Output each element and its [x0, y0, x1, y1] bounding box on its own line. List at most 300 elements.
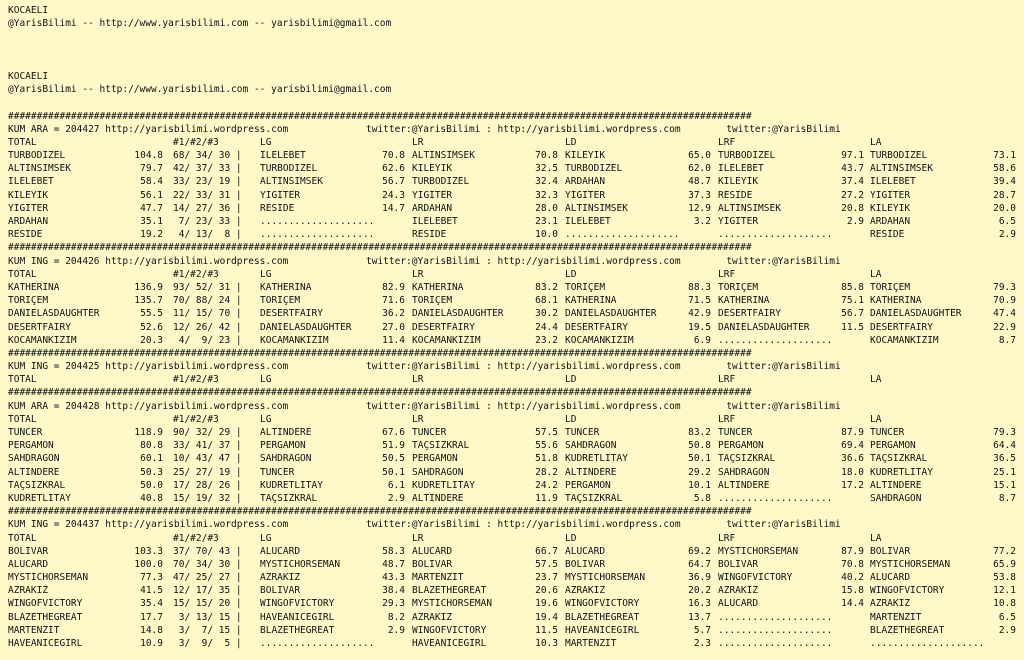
cell-lgv: 56.7 [382, 176, 405, 188]
cell-lgv: 8.2 [387, 611, 405, 623]
cell-lav: 77.2 [993, 545, 1016, 557]
cell-t: BLAZETHEGREAT [8, 611, 83, 623]
result-row [8, 611, 1024, 624]
cell-lav: 79.3 [993, 281, 1016, 293]
cell-la: BLAZETHEGREAT [870, 624, 945, 636]
cell-la: KUDRETLITAY [870, 466, 933, 478]
cell-ldv: 19.5 [688, 321, 711, 333]
result-row [8, 281, 1024, 294]
cell-lrfv: 27.2 [841, 189, 864, 201]
cell-lgv: 58.3 [382, 545, 405, 557]
cell-lrv: 11.5 [535, 624, 558, 636]
cell-lrf: WINGOFVICTORY [718, 572, 793, 584]
cell-t: ILELEBET [8, 176, 54, 188]
cell-la: RESIDE [870, 229, 905, 241]
cell-tv: 20.3 [140, 334, 163, 346]
cell-lr: BLAZETHEGREAT [412, 585, 487, 597]
cell-lrf: TUNCER [718, 427, 753, 438]
cell-t: BOLIVAR [8, 545, 49, 557]
cell-lrv: 23.2 [535, 334, 558, 346]
cell-lg: ALTINSIMSEK [260, 176, 323, 188]
column-header: LR [412, 136, 424, 148]
cell-lr: KOCAMANKIZIM [412, 334, 481, 346]
cell-tv: 41.5 [140, 585, 163, 597]
cell-lrf: ALTINDERE [718, 479, 770, 491]
result-row [8, 175, 1024, 188]
cell-lr: WINGOFVICTORY [412, 624, 487, 636]
cell-lg: KOCAMANKIZIM [260, 334, 329, 346]
cell-lrf: ALTINSIMSEK [718, 202, 781, 214]
cell-t: TORIÇEM [8, 295, 49, 307]
section-title-left: KUM ING = 204437 http://yarisbilimi.wordpress.com [8, 519, 289, 531]
cell-lrv: 10.3 [535, 638, 558, 649]
cell-ld: BOLIVAR [565, 558, 606, 570]
cell-p: 90/ 32/ 29 | [173, 427, 242, 438]
cell-lav: 8.7 [998, 492, 1016, 504]
cell-p: 68/ 34/ 30 | [173, 150, 242, 162]
cell-lrf: KILEYIK [718, 176, 759, 188]
cell-la: PERGAMON [870, 440, 916, 452]
cell-p: 70/ 88/ 24 | [173, 295, 242, 307]
cell-tv: 52.6 [140, 321, 163, 333]
cell-la: SAHDRAGON [870, 492, 922, 504]
cell-lr: BOLIVAR [412, 558, 453, 570]
cell-la: ILELEBET [870, 176, 916, 188]
cell-lrfv: 56.7 [841, 308, 864, 320]
cell-lav: 28.7 [993, 189, 1016, 201]
cell-lav: 39.4 [993, 176, 1016, 188]
cell-lrfv: 85.8 [841, 281, 864, 293]
cell-ld: WINGOFVICTORY [565, 598, 640, 610]
column-header: LG [260, 413, 272, 425]
cell-tv: 55.5 [140, 308, 163, 320]
cell-lrf: PERGAMON [718, 440, 764, 452]
cell-lrf: .................... [718, 624, 833, 636]
section-title [8, 518, 1024, 531]
cell-ldv: 62.0 [688, 163, 711, 175]
result-row [8, 162, 1024, 175]
cell-tv: 19.2 [140, 229, 163, 241]
cell-ldv: 88.3 [688, 281, 711, 293]
cell-la: KATHERINA [870, 295, 922, 307]
cell-tv: 35.1 [140, 216, 163, 227]
cell-ldv: 12.9 [688, 202, 711, 214]
cell-lav: 2.9 [998, 229, 1016, 241]
cell-lgv: 67.6 [382, 427, 405, 438]
column-header-row [8, 373, 1024, 386]
cell-t: KATHERINA [8, 281, 60, 293]
cell-tv: 50.0 [140, 479, 163, 491]
cell-lr: KILEYIK [412, 163, 453, 175]
cell-lgv: 38.4 [382, 585, 405, 597]
cell-lav: 73.1 [993, 150, 1016, 162]
cell-t: WINGOFVICTORY [8, 598, 83, 610]
column-header: LA [870, 136, 882, 148]
cell-lrfv: 97.1 [841, 150, 864, 162]
cell-ld: KOCAMANKIZIM [565, 334, 634, 346]
cell-t: HAVEANICEGIRL [8, 638, 83, 649]
cell-lgv: 62.6 [382, 163, 405, 175]
cell-ld: ALTINDERE [565, 466, 617, 478]
result-row [8, 215, 1024, 228]
result-row [8, 439, 1024, 452]
cell-lgv: 2.9 [387, 492, 405, 504]
cell-p: 4/ 9/ 23 | [173, 334, 242, 346]
cell-lgv: 29.3 [382, 598, 405, 610]
cell-p: 15/ 19/ 32 | [173, 492, 242, 504]
cell-lrfv: 11.5 [841, 321, 864, 333]
cell-t: KUDRETLITAY [8, 492, 71, 504]
cell-la: MARTENZIT [870, 611, 922, 623]
cell-lg: KATHERINA [260, 281, 312, 293]
cell-t: MYSTICHORSEMAN [8, 572, 89, 584]
cell-ld: ILELEBET [565, 216, 611, 227]
result-row [8, 571, 1024, 584]
cell-lg: MYSTICHORSEMAN [260, 558, 341, 570]
cell-tv: 60.1 [140, 453, 163, 465]
column-header: LRF [718, 374, 736, 386]
cell-lg: PERGAMON [260, 440, 306, 452]
section-title [8, 255, 1024, 268]
cell-lg: .................... [260, 638, 375, 649]
cell-la: ALUCARD [870, 572, 911, 584]
result-row [8, 479, 1024, 492]
separator-line: ################################################################################################################################## [8, 347, 752, 359]
cell-lr: TUNCER [412, 427, 447, 438]
cell-lrf: .................... [718, 229, 833, 241]
cell-lrf: TAÇSIZKRAL [718, 453, 776, 465]
cell-lrv: 19.4 [535, 611, 558, 623]
cell-lrf: ILELEBET [718, 163, 764, 175]
column-header: LD [565, 532, 577, 544]
cell-lav: 8.7 [998, 334, 1016, 346]
cell-ld: DANIELASDAUGHTER [565, 308, 657, 320]
cell-tv: 10.9 [140, 638, 163, 649]
cell-lav: 10.8 [993, 598, 1016, 610]
section-title-right: twitter:@YarisBilimi : http://yarisbilimi.wordpress.com twitter:@YarisBilimi [366, 519, 841, 531]
cell-lav: 36.5 [993, 453, 1016, 465]
cell-lav: 47.4 [993, 308, 1016, 320]
cell-lrv: 68.1 [535, 295, 558, 307]
cell-tv: 35.4 [140, 598, 163, 610]
cell-tv: 47.7 [140, 202, 163, 214]
column-header: TOTAL [8, 532, 37, 544]
result-row [8, 294, 1024, 307]
cell-lgv: 14.7 [382, 202, 405, 214]
cell-lav: 20.0 [993, 202, 1016, 214]
cell-t: MARTENZIT [8, 624, 60, 636]
cell-ldv: 71.5 [688, 295, 711, 307]
cell-p: 93/ 52/ 31 | [173, 281, 242, 293]
cell-ld: KUDRETLITAY [565, 453, 628, 465]
result-row [8, 545, 1024, 558]
cell-lav: 58.6 [993, 163, 1016, 175]
cell-t: DANIELASDAUGHTER [8, 308, 100, 320]
cell-ldv: 20.2 [688, 585, 711, 597]
cell-p: 70/ 34/ 30 | [173, 558, 242, 570]
cell-tv: 56.1 [140, 189, 163, 201]
cell-tv: 100.0 [134, 558, 163, 570]
cell-ldv: 69.2 [688, 545, 711, 557]
cell-lrv: 20.6 [535, 585, 558, 597]
cell-ldv: 64.7 [688, 558, 711, 570]
column-header: LG [260, 532, 272, 544]
result-row [8, 492, 1024, 505]
cell-ld: YIGITER [565, 189, 606, 201]
cell-lrv: 57.5 [535, 427, 558, 438]
cell-p: 47/ 25/ 27 | [173, 572, 242, 584]
cell-t: YIGITER [8, 202, 49, 214]
cell-ld: DESERTFAIRY [565, 321, 628, 333]
cell-ldv: 50.1 [688, 453, 711, 465]
cell-lrf: DANIELASDAUGHTER [718, 321, 810, 333]
column-header: LRF [718, 268, 736, 280]
cell-ldv: 16.3 [688, 598, 711, 610]
cell-p: 11/ 15/ 70 | [173, 308, 242, 320]
cell-ld: TAÇSIZKRAL [565, 492, 623, 504]
cell-lrfv: 20.8 [841, 202, 864, 214]
cell-ldv: 37.3 [688, 189, 711, 201]
section-title-right: twitter:@YarisBilimi : http://yarisbilimi.wordpress.com twitter:@YarisBilimi [366, 361, 841, 373]
cell-lav: 6.5 [998, 611, 1016, 623]
cell-lrf: AZRAKIZ [718, 585, 759, 597]
cell-p: 3/ 7/ 15 | [173, 624, 242, 636]
cell-lg: ILELEBET [260, 150, 306, 162]
column-header: LA [870, 374, 882, 386]
cell-tv: 80.8 [140, 440, 163, 452]
cell-ld: MYSTICHORSEMAN [565, 572, 646, 584]
result-row [8, 452, 1024, 465]
cell-ldv: 2.3 [693, 638, 711, 649]
cell-lgv: 36.2 [382, 308, 405, 320]
cell-lrv: 10.0 [535, 229, 558, 241]
cell-ld: KILEYIK [565, 150, 606, 162]
cell-lav: 12.1 [993, 585, 1016, 597]
cell-lg: BOLIVAR [260, 585, 301, 597]
column-header: LG [260, 374, 272, 386]
column-header-row [8, 532, 1024, 545]
column-header: LD [565, 374, 577, 386]
cell-lav: 65.9 [993, 558, 1016, 570]
cell-la: ALTINSIMSEK [870, 163, 933, 175]
result-row [8, 307, 1024, 320]
cell-lrv: 24.4 [535, 321, 558, 333]
cell-lr: PERGAMON [412, 453, 458, 465]
cell-ld: BLAZETHEGREAT [565, 611, 640, 623]
cell-la: KILEYIK [870, 202, 911, 214]
header-contact-repeat: @YarisBilimi -- http://www.yarisbilimi.com -- yarisbilimi@gmail.com [8, 84, 392, 96]
cell-lrv: 70.8 [535, 150, 558, 162]
column-header: LR [412, 374, 424, 386]
column-header: TOTAL [8, 268, 37, 280]
cell-lrfv: 37.4 [841, 176, 864, 188]
cell-ld: KATHERINA [565, 295, 617, 307]
section-title-left: KUM ARA = 204427 http://yarisbilimi.wordpress.com [8, 123, 289, 135]
header-city-repeat: KOCAELI [8, 70, 49, 82]
cell-la: TAÇSIZKRAL [870, 453, 928, 465]
column-header: #1/#2/#3 [173, 413, 219, 425]
cell-lgv: 24.3 [382, 189, 405, 201]
cell-lrf: YIGITER [718, 216, 759, 227]
column-header: TOTAL [8, 374, 37, 386]
cell-lg: DANIELASDAUGHTER [260, 321, 352, 333]
section-title-right: twitter:@YarisBilimi : http://yarisbilimi.wordpress.com twitter:@YarisBilimi [366, 123, 841, 135]
cell-lgv: 71.6 [382, 295, 405, 307]
cell-lr: SAHDRAGON [412, 466, 464, 478]
cell-lrv: 28.2 [535, 466, 558, 478]
cell-tv: 135.7 [134, 295, 163, 307]
section-title [8, 400, 1024, 413]
cell-la: TURBODIZEL [870, 150, 928, 162]
cell-lrv: 83.2 [535, 281, 558, 293]
cell-lr: YIGITER [412, 189, 453, 201]
cell-lg: RESIDE [260, 202, 295, 214]
cell-lr: ALTINSIMSEK [412, 150, 475, 162]
cell-t: TAÇSIZKRAL [8, 479, 66, 491]
cell-ld: ALTINSIMSEK [565, 202, 628, 214]
cell-lr: DESERTFAIRY [412, 321, 475, 333]
cell-lrf: TORIÇEM [718, 281, 759, 293]
cell-t: ARDAHAN [8, 216, 49, 227]
cell-la: MYSTICHORSEMAN [870, 558, 951, 570]
result-row [8, 189, 1024, 202]
cell-lrf: BOLIVAR [718, 558, 759, 570]
cell-lav: 22.9 [993, 321, 1016, 333]
cell-ld: TORIÇEM [565, 281, 606, 293]
cell-lrf: DESERTFAIRY [718, 308, 781, 320]
cell-ld: TURBODIZEL [565, 163, 623, 175]
cell-lrv: 30.2 [535, 308, 558, 320]
cell-lg: ALTINDERE [260, 427, 312, 438]
cell-lg: SAHDRAGON [260, 453, 312, 465]
cell-lrfv: 17.2 [841, 479, 864, 491]
cell-ldv: 42.9 [688, 308, 711, 320]
column-header: LRF [718, 532, 736, 544]
separator-line: ################################################################################################################################## [8, 242, 752, 254]
result-row [8, 637, 1024, 650]
column-header: LRF [718, 136, 736, 148]
cell-lr: ALUCARD [412, 545, 453, 557]
cell-lrfv: 14.4 [841, 598, 864, 610]
cell-ldv: 83.2 [688, 427, 711, 438]
cell-t: ALTINSIMSEK [8, 163, 71, 175]
cell-lgv: 51.9 [382, 440, 405, 452]
cell-lrfv: 70.8 [841, 558, 864, 570]
cell-la: ALTINDERE [870, 479, 922, 491]
cell-lgv: 82.9 [382, 281, 405, 293]
cell-tv: 136.9 [134, 281, 163, 293]
cell-lgv: 6.1 [387, 479, 405, 491]
cell-la: DESERTFAIRY [870, 321, 933, 333]
cell-lrfv: 40.2 [841, 572, 864, 584]
cell-lgv: 11.4 [382, 334, 405, 346]
cell-lg: DESERTFAIRY [260, 308, 323, 320]
cell-ld: HAVEANICEGIRL [565, 624, 640, 636]
cell-p: 12/ 17/ 35 | [173, 585, 242, 597]
cell-lr: ILELEBET [412, 216, 458, 227]
cell-lrv: 32.5 [535, 163, 558, 175]
cell-p: 14/ 27/ 36 | [173, 202, 242, 214]
cell-lrv: 55.6 [535, 440, 558, 452]
cell-t: DESERTFAIRY [8, 321, 71, 333]
cell-lrfv: 2.9 [846, 216, 864, 227]
cell-tv: 79.7 [140, 163, 163, 175]
cell-ldv: 48.7 [688, 176, 711, 188]
cell-lav: 15.1 [993, 479, 1016, 491]
cell-t: RESIDE [8, 229, 43, 241]
cell-t: ALUCARD [8, 558, 49, 570]
cell-tv: 77.3 [140, 572, 163, 584]
result-row [8, 558, 1024, 571]
column-header: LD [565, 136, 577, 148]
result-row [8, 321, 1024, 334]
cell-lrf: ALUCARD [718, 598, 759, 610]
cell-lgv: 48.7 [382, 558, 405, 570]
cell-p: 4/ 13/ 8 | [173, 229, 242, 241]
cell-ldv: 36.9 [688, 572, 711, 584]
cell-la: TORIÇEM [870, 281, 911, 293]
cell-ld: AZRAKIZ [565, 585, 606, 597]
column-header: LRF [718, 413, 736, 425]
cell-lg: AZRAKIZ [260, 572, 301, 584]
column-header: LD [565, 413, 577, 425]
cell-t: KOCAMANKIZIM [8, 334, 77, 346]
cell-lg: YIGITER [260, 189, 301, 201]
section-title-left: KUM ARA = 204428 http://yarisbilimi.wordpress.com [8, 400, 289, 412]
cell-lr: MARTENZIT [412, 572, 464, 584]
cell-lrf: TURBODIZEL [718, 150, 776, 162]
cell-p: 17/ 28/ 26 | [173, 479, 242, 491]
cell-lg: KUDRETLITAY [260, 479, 323, 491]
cell-lav: 53.8 [993, 572, 1016, 584]
cell-p: 42/ 37/ 33 | [173, 163, 242, 175]
cell-ldv: 50.8 [688, 440, 711, 452]
cell-lgv: 50.1 [382, 466, 405, 478]
cell-ld: PERGAMON [565, 479, 611, 491]
cell-lg: TAÇSIZKRAL [260, 492, 318, 504]
cell-lr: KATHERINA [412, 281, 464, 293]
cell-lrf: KATHERINA [718, 295, 770, 307]
cell-lr: KUDRETLITAY [412, 479, 475, 491]
cell-la: TUNCER [870, 427, 905, 438]
cell-la: AZRAKIZ [870, 598, 911, 610]
cell-lr: ALTINDERE [412, 492, 464, 504]
cell-p: 10/ 43/ 47 | [173, 453, 242, 465]
result-row [8, 597, 1024, 610]
cell-lrfv: 69.4 [841, 440, 864, 452]
column-header: LR [412, 532, 424, 544]
cell-tv: 58.4 [140, 176, 163, 188]
section-title-left: KUM ING = 204425 http://yarisbilimi.wordpress.com [8, 361, 289, 373]
cell-ldv: 65.0 [688, 150, 711, 162]
cell-ld: .................... [565, 229, 680, 241]
cell-ld: TUNCER [565, 427, 600, 438]
cell-p: 25/ 27/ 19 | [173, 466, 242, 478]
cell-lrf: .................... [718, 611, 833, 623]
cell-p: 33/ 23/ 19 | [173, 176, 242, 188]
section-title-right: twitter:@YarisBilimi : http://yarisbilimi.wordpress.com twitter:@YarisBilimi [366, 400, 841, 412]
cell-p: 3/ 13/ 15 | [173, 611, 242, 623]
separator-line: ################################################################################################################################## [8, 387, 752, 399]
cell-lav: 79.3 [993, 427, 1016, 438]
cell-ldv: 6.9 [693, 334, 711, 346]
cell-la: YIGITER [870, 189, 911, 201]
column-header: #1/#2/#3 [173, 268, 219, 280]
cell-t: TURBODIZEL [8, 150, 66, 162]
column-header: LA [870, 268, 882, 280]
cell-lav: 2.9 [998, 624, 1016, 636]
cell-p: 37/ 70/ 43 | [173, 545, 242, 557]
